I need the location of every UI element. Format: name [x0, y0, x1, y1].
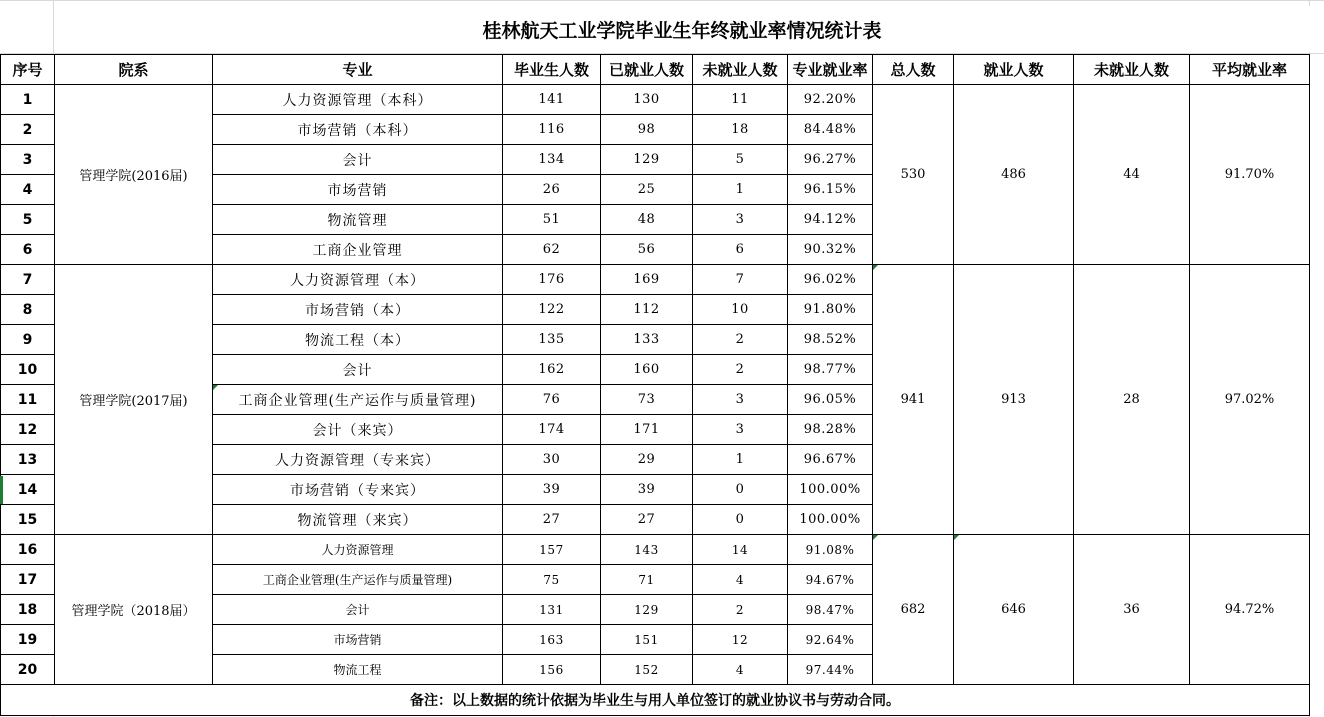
graduates-cell[interactable]: 134 [503, 145, 601, 175]
major-cell[interactable]: 会计 [213, 595, 503, 625]
graduates-cell[interactable]: 141 [503, 85, 601, 115]
employed-cell[interactable]: 71 [601, 565, 693, 595]
employed-cell[interactable]: 27 [601, 505, 693, 535]
department-cell[interactable]: 管理学院(2017届) [55, 265, 213, 535]
total-unemployed-cell[interactable]: 44 [1074, 85, 1190, 265]
graduates-cell[interactable]: 51 [503, 205, 601, 235]
rate-cell[interactable]: 97.44% [788, 655, 873, 685]
rate-cell[interactable]: 98.47% [788, 595, 873, 625]
unemployed-cell[interactable]: 0 [693, 475, 788, 505]
major-cell[interactable]: 会计 [213, 145, 503, 175]
rate-cell[interactable]: 94.12% [788, 205, 873, 235]
header-major[interactable]: 专业 [213, 55, 503, 85]
graduates-cell[interactable]: 157 [503, 535, 601, 565]
rate-cell[interactable]: 100.00% [788, 505, 873, 535]
error-indicator-icon [873, 265, 878, 270]
seq-cell[interactable]: 7 [1, 265, 55, 295]
department-cell[interactable]: 管理学院（2018届） [55, 535, 213, 685]
major-cell[interactable]: 工商企业管理(生产运作与质量管理) [213, 565, 503, 595]
unemployed-cell[interactable]: 18 [693, 115, 788, 145]
total-employed-cell[interactable]: 913 [954, 265, 1074, 535]
header-graduates[interactable]: 毕业生人数 [503, 55, 601, 85]
employed-cell[interactable]: 48 [601, 205, 693, 235]
header-rate[interactable]: 专业就业率 [788, 55, 873, 85]
gridline [0, 0, 1324, 1]
rate-cell[interactable]: 94.67% [788, 565, 873, 595]
major-cell[interactable]: 人力资源管理（本） [213, 265, 503, 295]
graduates-cell[interactable]: 39 [503, 475, 601, 505]
seq-cell[interactable]: 9 [1, 325, 55, 355]
employed-cell[interactable]: 133 [601, 325, 693, 355]
rate-cell[interactable]: 98.28% [788, 415, 873, 445]
employed-cell[interactable]: 29 [601, 445, 693, 475]
header-department[interactable]: 院系 [55, 55, 213, 85]
table-row [1, 535, 1310, 565]
unemployed-cell[interactable]: 6 [693, 235, 788, 265]
employed-cell[interactable]: 160 [601, 355, 693, 385]
employed-cell[interactable]: 169 [601, 265, 693, 295]
unemployed-cell[interactable]: 2 [693, 325, 788, 355]
rate-cell[interactable]: 96.15% [788, 175, 873, 205]
major-cell[interactable]: 人力资源管理（专来宾） [213, 445, 503, 475]
unemployed-cell[interactable]: 4 [693, 655, 788, 685]
graduates-cell[interactable]: 163 [503, 625, 601, 655]
note-row [1, 685, 1310, 716]
employed-cell[interactable]: 112 [601, 295, 693, 325]
unemployed-cell[interactable]: 4 [693, 565, 788, 595]
employed-cell[interactable]: 171 [601, 415, 693, 445]
rate-cell[interactable]: 92.64% [788, 625, 873, 655]
employed-cell[interactable]: 129 [601, 145, 693, 175]
seq-cell[interactable]: 4 [1, 175, 55, 205]
major-cell[interactable]: 工商企业管理 [213, 235, 503, 265]
header-avg-rate[interactable]: 平均就业率 [1190, 55, 1310, 85]
seq-cell[interactable]: 14 [1, 475, 55, 505]
unemployed-cell[interactable]: 14 [693, 535, 788, 565]
seq-cell[interactable]: 10 [1, 355, 55, 385]
graduates-cell[interactable]: 174 [503, 415, 601, 445]
row-selection-marker [0, 476, 3, 504]
seq-cell[interactable]: 6 [1, 235, 55, 265]
rate-cell[interactable]: 92.20% [788, 85, 873, 115]
seq-cell[interactable]: 5 [1, 205, 55, 235]
major-cell[interactable]: 物流工程（本） [213, 325, 503, 355]
header-total[interactable]: 总人数 [873, 55, 954, 85]
error-indicator-icon [873, 535, 878, 540]
unemployed-cell[interactable]: 2 [693, 355, 788, 385]
graduates-cell[interactable]: 162 [503, 355, 601, 385]
avg-rate-cell[interactable]: 97.02% [1190, 265, 1310, 535]
department-cell[interactable]: 管理学院(2016届) [55, 85, 213, 265]
total-unemployed-cell[interactable]: 36 [1074, 535, 1190, 685]
major-cell[interactable]: 市场营销 [213, 175, 503, 205]
graduates-cell[interactable]: 26 [503, 175, 601, 205]
total-unemployed-cell[interactable]: 28 [1074, 265, 1190, 535]
graduates-cell[interactable]: 122 [503, 295, 601, 325]
seq-cell[interactable]: 11 [1, 385, 55, 415]
graduates-cell[interactable]: 27 [503, 505, 601, 535]
graduates-cell[interactable]: 116 [503, 115, 601, 145]
header-seq[interactable]: 序号 [1, 55, 55, 85]
employed-cell[interactable]: 143 [601, 535, 693, 565]
rate-cell[interactable]: 84.48% [788, 115, 873, 145]
graduates-cell[interactable]: 176 [503, 265, 601, 295]
header-total-employed[interactable]: 就业人数 [954, 55, 1074, 85]
avg-rate-cell[interactable]: 91.70% [1190, 85, 1310, 265]
graduates-cell[interactable]: 156 [503, 655, 601, 685]
sheet-title[interactable]: 桂林航天工业学院毕业生年终就业率情况统计表 [54, 6, 1310, 52]
employed-cell[interactable]: 152 [601, 655, 693, 685]
seq-cell[interactable]: 3 [1, 145, 55, 175]
seq-cell[interactable]: 1 [1, 85, 55, 115]
seq-cell[interactable]: 8 [1, 295, 55, 325]
seq-cell[interactable]: 12 [1, 415, 55, 445]
employed-cell[interactable]: 25 [601, 175, 693, 205]
table-row [1, 265, 1310, 295]
unemployed-cell[interactable]: 3 [693, 205, 788, 235]
graduates-cell[interactable]: 76 [503, 385, 601, 415]
unemployed-cell[interactable]: 2 [693, 595, 788, 625]
rate-cell[interactable]: 96.02% [788, 265, 873, 295]
seq-cell[interactable]: 16 [1, 535, 55, 565]
major-cell[interactable]: 会计 [213, 355, 503, 385]
employed-cell[interactable]: 39 [601, 475, 693, 505]
error-indicator-icon [213, 385, 218, 390]
employed-cell[interactable]: 98 [601, 115, 693, 145]
employment-stats-table [0, 54, 1310, 716]
unemployed-cell[interactable]: 3 [693, 385, 788, 415]
major-cell[interactable]: 人力资源管理 [213, 535, 503, 565]
employed-cell[interactable]: 73 [601, 385, 693, 415]
major-cell[interactable]: 市场营销（专来宾） [213, 475, 503, 505]
seq-cell[interactable]: 20 [1, 655, 55, 685]
major-cell[interactable]: 物流工程 [213, 655, 503, 685]
rate-cell[interactable]: 90.32% [788, 235, 873, 265]
avg-rate-cell[interactable]: 94.72% [1190, 535, 1310, 685]
unemployed-cell[interactable]: 12 [693, 625, 788, 655]
rate-cell[interactable]: 91.80% [788, 295, 873, 325]
rate-cell[interactable]: 96.05% [788, 385, 873, 415]
header-employed[interactable]: 已就业人数 [601, 55, 693, 85]
header-row [1, 55, 1310, 85]
major-cell[interactable]: 物流管理 [213, 205, 503, 235]
total-employed-cell[interactable]: 486 [954, 85, 1074, 265]
major-cell[interactable]: 市场营销（本） [213, 295, 503, 325]
note-cell[interactable]: 备注：以上数据的统计依据为毕业生与用人单位签订的就业协议书与劳动合同。 [1, 685, 1310, 716]
major-cell[interactable]: 工商企业管理(生产运作与质量管理) [213, 385, 503, 415]
rate-cell[interactable]: 98.52% [788, 325, 873, 355]
rate-cell[interactable]: 91.08% [788, 535, 873, 565]
employed-cell[interactable]: 129 [601, 595, 693, 625]
unemployed-cell[interactable]: 10 [693, 295, 788, 325]
seq-cell[interactable]: 15 [1, 505, 55, 535]
unemployed-cell[interactable]: 1 [693, 445, 788, 475]
unemployed-cell[interactable]: 5 [693, 145, 788, 175]
major-cell[interactable]: 市场营销（本科） [213, 115, 503, 145]
graduates-cell[interactable]: 135 [503, 325, 601, 355]
table-row [1, 85, 1310, 115]
graduates-cell[interactable]: 30 [503, 445, 601, 475]
unemployed-cell[interactable]: 7 [693, 265, 788, 295]
seq-cell[interactable]: 18 [1, 595, 55, 625]
employed-cell[interactable]: 56 [601, 235, 693, 265]
header-unemployed[interactable]: 未就业人数 [693, 55, 788, 85]
major-cell[interactable]: 会计（来宾） [213, 415, 503, 445]
unemployed-cell[interactable]: 1 [693, 175, 788, 205]
total-cell[interactable]: 682 [873, 535, 954, 685]
employed-cell[interactable]: 130 [601, 85, 693, 115]
major-cell[interactable]: 人力资源管理（本科） [213, 85, 503, 115]
seq-cell[interactable]: 2 [1, 115, 55, 145]
rate-cell[interactable]: 100.00% [788, 475, 873, 505]
employed-cell[interactable]: 151 [601, 625, 693, 655]
total-cell[interactable]: 941 [873, 265, 954, 535]
seq-cell[interactable]: 13 [1, 445, 55, 475]
major-cell[interactable]: 市场营销 [213, 625, 503, 655]
rate-cell[interactable]: 96.67% [788, 445, 873, 475]
seq-cell[interactable]: 19 [1, 625, 55, 655]
graduates-cell[interactable]: 75 [503, 565, 601, 595]
major-cell[interactable]: 物流管理（来宾） [213, 505, 503, 535]
unemployed-cell[interactable]: 0 [693, 505, 788, 535]
seq-cell[interactable]: 17 [1, 565, 55, 595]
rate-cell[interactable]: 96.27% [788, 145, 873, 175]
total-cell[interactable]: 530 [873, 85, 954, 265]
unemployed-cell[interactable]: 11 [693, 85, 788, 115]
graduates-cell[interactable]: 131 [503, 595, 601, 625]
graduates-cell[interactable]: 62 [503, 235, 601, 265]
error-indicator-icon [954, 535, 959, 540]
rate-cell[interactable]: 98.77% [788, 355, 873, 385]
total-employed-cell[interactable]: 646 [954, 535, 1074, 685]
header-total-unemployed[interactable]: 未就业人数 [1074, 55, 1190, 85]
unemployed-cell[interactable]: 3 [693, 415, 788, 445]
